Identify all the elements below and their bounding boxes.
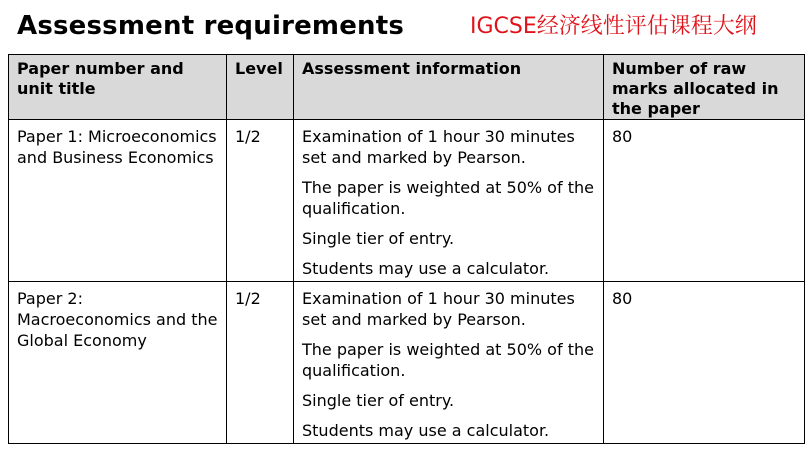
- assessment-table: [8, 54, 805, 444]
- info-paragraph: The paper is weighted at 50% of the qualification.: [302, 178, 594, 218]
- watermark-text: IGCSE经济线性评估课程大纲: [470, 14, 757, 39]
- assessment-info-cell: [294, 282, 604, 444]
- header-raw-marks: Number of raw marks allocated in the paper: [604, 55, 805, 120]
- info-paragraph: Students may use a calculator.: [302, 259, 550, 278]
- table-row: [9, 120, 805, 282]
- level-cell: 1/2: [227, 282, 294, 444]
- header-paper: Paper number and unit title: [9, 55, 227, 120]
- table-header-row: [9, 55, 805, 120]
- header-assessment-info: Assessment information: [294, 55, 604, 120]
- info-paragraph: Students may use a calculator.: [302, 421, 550, 440]
- info-paragraph: Single tier of entry.: [302, 229, 455, 248]
- assessment-info-cell: [294, 120, 604, 282]
- marks-cell: 80: [604, 120, 805, 282]
- level-cell: 1/2: [227, 120, 294, 282]
- paper-title-cell: Paper 1: Microeconomics and Business Economics: [9, 120, 227, 282]
- info-paragraph: Examination of 1 hour 30 minutes set and marked by Pearson.: [302, 127, 575, 167]
- info-paragraph: The paper is weighted at 50% of the qualification.: [302, 340, 594, 380]
- marks-cell: 80: [604, 282, 805, 444]
- header-level: Level: [227, 55, 294, 120]
- info-paragraph: Single tier of entry.: [302, 391, 455, 410]
- page-title: Assessment requirements: [17, 11, 405, 41]
- paper-title-cell: Paper 2: Macroeconomics and the Global Economy: [9, 282, 227, 444]
- table-row: [9, 282, 805, 444]
- info-paragraph: Examination of 1 hour 30 minutes set and marked by Pearson.: [302, 289, 575, 329]
